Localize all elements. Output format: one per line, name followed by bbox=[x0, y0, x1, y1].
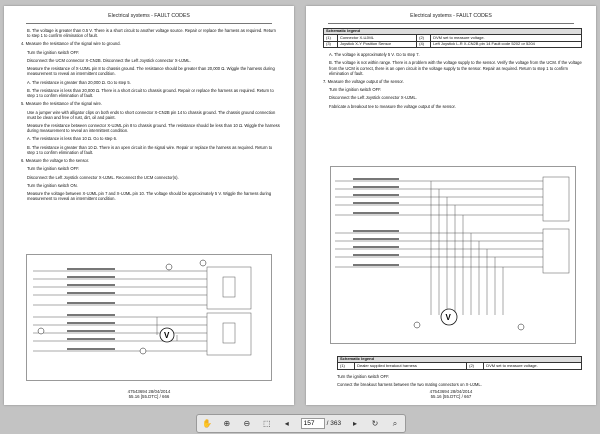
text-line: B. The voltage is not within range. There is a problem with the voltage supply to the sensor. Verify the voltage from the UCM. If the voltage from the UCM is correct, there is an open circuit in the voltage supply to the sensor. Repair as required. Return to step 1 to confirm elimination of fault. bbox=[329, 60, 582, 76]
next-page-icon[interactable]: ▸ bbox=[353, 419, 358, 428]
schematic-legend-table bbox=[323, 28, 582, 48]
zoom-in-icon[interactable]: ⊕ bbox=[223, 419, 231, 428]
header-rule bbox=[328, 23, 574, 24]
hand-tool-icon[interactable]: ✋ bbox=[201, 419, 212, 428]
doc-number: 47543694 28/04/2014 bbox=[127, 388, 171, 394]
svg-text:V: V bbox=[164, 331, 170, 340]
text-line: Turn the ignition switch OFF. bbox=[27, 166, 80, 172]
page-body-lower bbox=[337, 356, 582, 387]
page-footer bbox=[4, 389, 294, 399]
step-heading: 6. Measure the voltage to the sensor. bbox=[21, 157, 90, 163]
text-line: Measure the voltage between X-UJML pin 7 and X-UJML pin 10. The voltage should be approximately 5 V. Wiggle the harness during measurement to reveal an intermittent condition. bbox=[27, 191, 272, 202]
text-line: B. The voltage is greater than 0.5 V. There is a short circuit to another voltage source. Repair or replace the harness as required. Return to step 1 to confirm elimination of fault. bbox=[27, 28, 276, 39]
search-icon[interactable]: ⌕ bbox=[392, 418, 398, 428]
page-body bbox=[21, 28, 280, 204]
text-line: Measure the resistance of X-UJML pin 8 to chassis ground. The resistance should be greater than 20,000 Ω. Wiggle the harness during measurement to reveal an intermittent condition. bbox=[27, 66, 275, 77]
page-number-input[interactable] bbox=[301, 418, 325, 429]
page-666 bbox=[4, 6, 294, 405]
table-row: (1) Dealer supplied breakout harness (2) DVM set to measure voltage. bbox=[338, 363, 582, 369]
legend-title: Schematic legend bbox=[338, 357, 582, 363]
text-line: A. The resistance is greater than 20,000 Ω. Go to step 5. bbox=[27, 79, 131, 85]
viewer-toolbar bbox=[196, 414, 406, 433]
page-header: Electrical systems - FAULT CODES bbox=[410, 13, 492, 19]
step-heading: 5. Measure the resistance of the signal wire. bbox=[21, 101, 103, 107]
page-ref: 55.16 [55.DTC] / 666 bbox=[128, 393, 170, 399]
schematic-legend-table bbox=[337, 356, 582, 370]
text-line: A. The resistance is less than 10 Ω. Go to step 6. bbox=[27, 136, 118, 142]
page-navigator bbox=[301, 418, 341, 429]
text-line: Turn the ignition switch ON. bbox=[27, 182, 78, 188]
legend-title: Schematic legend bbox=[324, 29, 582, 35]
page-body bbox=[323, 28, 582, 112]
table-row: (3) Joystick X-Y Position Sensor (4) Left Joystick L-R X-CN2B pin 14 Fault code 5202 or 5204 bbox=[324, 41, 582, 47]
text-line: Connect the breakout harness between the two mating connectors on X-UJML. bbox=[337, 381, 482, 387]
doc-number: 47543694 28/04/2014 bbox=[429, 388, 473, 394]
page-header: Electrical systems - FAULT CODES bbox=[108, 13, 190, 19]
text-line: Measure the resistance between connector X-UJML pin 8 to chassis ground. The resistance should be less than 10 Ω. Wiggle the harness during measurement to reveal an intermittent condition. bbox=[27, 122, 280, 133]
total-pages: / 363 bbox=[326, 420, 342, 427]
step-heading: 4. Measure the resistance of the signal wire to ground. bbox=[21, 41, 121, 47]
svg-text:V: V bbox=[445, 313, 451, 322]
text-line: Disconnect the UCM connector X-CN2B. Disconnect the Left Joystick connector X-UJML. bbox=[27, 57, 191, 63]
text-line: Disconnect the Left Joystick connector X-UJML. Reconnect the UCM connector(s). bbox=[27, 174, 179, 180]
text-line: Disconnect the Left Joystick connector X-UJML. bbox=[329, 95, 417, 101]
text-line: Turn the ignition switch OFF. bbox=[27, 49, 80, 55]
text-line: Turn the ignition switch OFF. bbox=[337, 373, 390, 379]
text-line: Turn the ignition switch OFF. bbox=[329, 87, 382, 93]
rotate-icon[interactable]: ↻ bbox=[371, 419, 379, 428]
page-667 bbox=[306, 6, 596, 405]
page-ref: 55.16 [55.DTC] / 667 bbox=[430, 393, 472, 399]
zoom-out-icon[interactable]: ⊖ bbox=[243, 419, 251, 428]
prev-page-icon[interactable]: ◂ bbox=[284, 419, 289, 428]
wiring-diagram bbox=[26, 254, 272, 381]
wiring-schematic-svg bbox=[27, 255, 271, 380]
text-line: B. The resistance is less than 20,000 Ω. There is a short circuit to chassis ground. Repair or replace the harness as required. Return to step 1 to confirm elimination of fault. bbox=[27, 87, 274, 98]
text-line: Use a jumper wire with alligator clips on both ends to short connector X-CN2B pin 14 to chassis ground. The chassis ground connection must be clean and free of rust, dirt, oil and paint. bbox=[27, 109, 276, 120]
step-heading: 7. Measure the voltage output of the sensor. bbox=[323, 78, 404, 84]
fit-page-icon[interactable]: ⬚ bbox=[263, 419, 271, 428]
table-row: (1) Connector X-UJML (2) DVM set to measure voltage. bbox=[324, 35, 582, 41]
text-line: Fabricate a breakout tee to measure the voltage output of the sensor. bbox=[329, 103, 456, 109]
page-footer bbox=[306, 389, 596, 399]
text-line: A. The voltage is approximately 5 V. Go to step 7. bbox=[329, 52, 420, 58]
breakout-schematic-svg bbox=[331, 167, 575, 343]
header-rule bbox=[26, 23, 272, 24]
breakout-diagram bbox=[330, 166, 576, 344]
text-line: B. The resistance is greater than 10 Ω. There is an open circuit in the signal wire. Repair or replace the harness as required. Return to step 1 to confirm elimination of fault. bbox=[27, 144, 273, 155]
